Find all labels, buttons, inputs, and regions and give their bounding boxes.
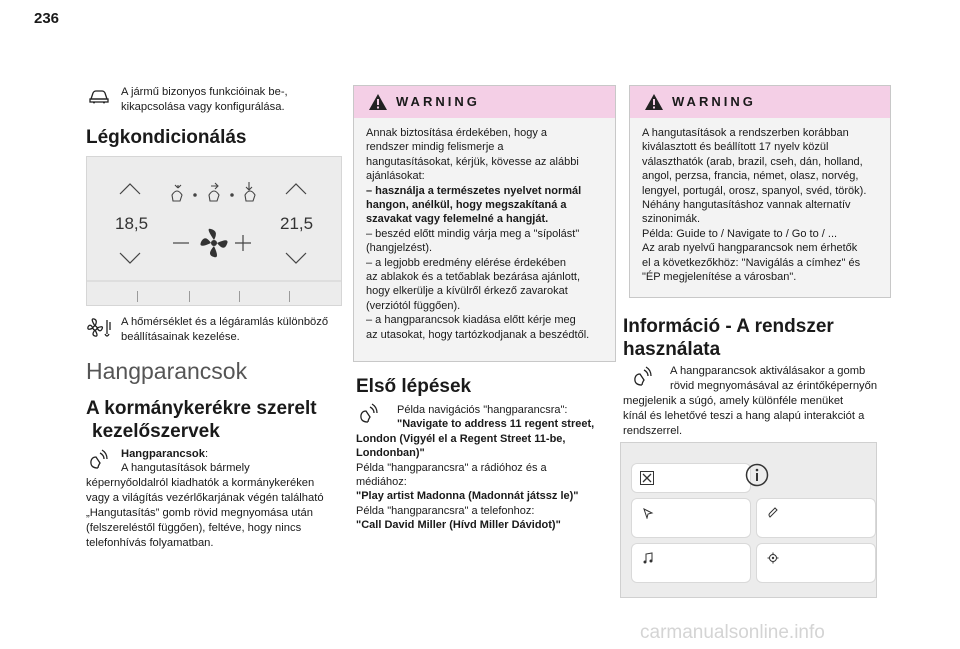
- gear-icon: [767, 552, 779, 564]
- warning-box-right: [629, 85, 891, 298]
- text-line: – használja a természetes nyelvet normál: [366, 184, 582, 197]
- text-line: London (Vigyél el a Regent Street 11-be,: [356, 432, 566, 445]
- text-line: Annak biztosítása érdekében, hogy a: [366, 127, 548, 139]
- warning-title: WARNING: [672, 94, 756, 109]
- preset-divider: [189, 291, 190, 302]
- text-line: el a következőkhöz: "Navigálás a címhez" és: [642, 256, 861, 269]
- close-icon: [640, 471, 654, 485]
- car-icon: [88, 87, 110, 105]
- text-line: hogy elkerülje a kívülről érkező zavarokat: [366, 285, 568, 298]
- steering-line: telefonhívás folyamatban.: [86, 537, 214, 549]
- warning-triangle-icon: [368, 93, 388, 111]
- text-line: az utasokat, hogy tartózkodjanak a beszédtől.: [366, 328, 590, 341]
- intro-line-1: A jármű bizonyos funkcióinak be-,: [121, 86, 288, 98]
- info-line: A hangparancsok aktiválásakor a gomb: [670, 365, 866, 377]
- text-line: médiához:: [356, 476, 407, 489]
- text-line: Példa: Guide to / Navigate to / Go to / ...: [642, 227, 838, 240]
- climate-fan-icon: [86, 316, 114, 340]
- text-line: A hangutasítások a rendszerben korábban: [642, 127, 849, 139]
- page-number: 236: [34, 10, 60, 27]
- preset-divider: [289, 291, 290, 302]
- text-line: (hangjelzést).: [366, 242, 433, 255]
- steering-line: „Hangutasítás” gomb rövid megnyomása után: [86, 507, 313, 519]
- phone-icon: [767, 507, 779, 519]
- info-line: megjelenik a súgó, amely különféle menüket: [623, 395, 844, 407]
- climate-panel: [86, 156, 342, 306]
- sub-title-line-1: A kormánykerékre szerelt: [86, 398, 317, 419]
- section-title-first-steps: Első lépések: [356, 376, 472, 397]
- steering-label: Hangparancsok:: [121, 448, 209, 460]
- text-line: Példa "hangparancsra" a rádióhoz és a: [356, 461, 547, 474]
- text-line: "ÉP megjelenítése a városban".: [642, 271, 797, 284]
- first-steps-body: [356, 403, 611, 533]
- warning-triangle-icon: [644, 93, 664, 111]
- text-line: ajánlásokat:: [366, 170, 425, 183]
- text-line: angol, perzsa, francia, német, olasz, norvég,: [642, 170, 859, 183]
- voice-command-icon: [86, 448, 114, 472]
- text-line: rendszer mindig felismerje a: [366, 141, 504, 154]
- temp-left: 18,5: [115, 214, 149, 233]
- text-line: lengyel, portugál, orosz, spanyol, svéd, török).: [642, 184, 867, 197]
- warning-header: [630, 86, 890, 118]
- warning-header: [354, 86, 615, 118]
- section-title-climate: Légkondicionálás: [86, 127, 247, 148]
- settings-button[interactable]: [756, 543, 876, 583]
- section-title-info-2: használata: [623, 339, 721, 360]
- text-line: (verziótól függően).: [366, 299, 461, 312]
- text-line: szavakat vagy felemelné a hangját.: [366, 213, 549, 226]
- text-line: Londonban)": [356, 447, 425, 460]
- voice-command-icon: [630, 365, 658, 389]
- navigation-button[interactable]: [631, 498, 751, 538]
- temp-right: 21,5: [280, 214, 314, 233]
- text-line: választhatók (arab, brazil, cseh, dán, holland,: [642, 155, 863, 168]
- warning-box-middle: [353, 85, 616, 362]
- info-line: kínál és lehetővé teszi a hang alapú interakciót a: [623, 410, 865, 422]
- media-button[interactable]: [631, 543, 751, 583]
- text-line: – a hangparancsok kiadása előtt kérje meg: [366, 314, 576, 327]
- climate-caption-2: beállításainak kezelése.: [121, 331, 240, 343]
- text-line: – beszéd előtt mindig várja meg a "sípolást": [366, 227, 580, 240]
- text-line: Példa navigációs "hangparancsra":: [397, 404, 568, 416]
- text-line: Néhány hangutasításhoz vannak alternatív: [642, 199, 851, 212]
- climate-caption-1: A hőmérséklet és a légáramlás különböző: [121, 316, 329, 328]
- steering-line: vagy a világítás vezérlőkarjának végén található: [86, 492, 324, 504]
- steering-line: (felszereléstől függően), feltéve, hogy nincs: [86, 522, 302, 534]
- section-title-info-1: Információ - A rendszer: [623, 316, 834, 337]
- steering-line: képernyőoldalról kiadhatók a kormánykeréken: [86, 477, 315, 489]
- text-line: hangon, anélkül, hogy megszakítaná a: [366, 199, 567, 212]
- close-help-button[interactable]: [631, 463, 751, 493]
- info-line: rövid megnyomásával az érintőképernyőn: [670, 380, 878, 392]
- text-line: az ablakok és a tetőablak bezárása ajánlott,: [366, 271, 581, 284]
- music-note-icon: [642, 552, 654, 564]
- warning-body: [642, 126, 866, 284]
- navigation-icon: [642, 507, 654, 519]
- warning-body: [366, 126, 589, 342]
- text-line: "Play artist Madonna (Madonnát játssz le)": [356, 490, 579, 503]
- text-line: "Call David Miller (Hívd Miller Dávidot)": [356, 519, 561, 532]
- chapter-title: Hangparancsok: [86, 358, 248, 384]
- intro-line-2: kikapcsolása vagy konfigurálása.: [121, 101, 285, 113]
- text-line: Példa "hangparancsra" a telefonhoz:: [356, 504, 535, 517]
- sub-title-line-2: kezelőszervek: [92, 421, 220, 442]
- voice-help-screen: [620, 442, 877, 598]
- warning-title: WARNING: [396, 94, 480, 109]
- preset-divider: [239, 291, 240, 302]
- steering-line: A hangutasítások bármely: [121, 462, 250, 474]
- info-line: rendszerrel.: [623, 425, 683, 437]
- preset-divider: [137, 291, 138, 302]
- text-line: – a legjobb eredmény elérése érdekében: [366, 256, 566, 269]
- phone-button[interactable]: [756, 498, 876, 538]
- text-line: Az arab nyelvű hangparancsok nem érhetők: [642, 242, 858, 255]
- text-line: szinonimák.: [642, 213, 701, 226]
- text-line: hangutasításokat, kérjük, kövesse az alábbi: [366, 155, 579, 168]
- text-line: kiválasztott és beállított 17 nyelv közül: [642, 141, 829, 154]
- text-line: "Navigate to address 11 regent street,: [397, 418, 595, 431]
- info-icon[interactable]: [745, 463, 769, 487]
- watermark: carmanualsonline.info: [640, 622, 825, 643]
